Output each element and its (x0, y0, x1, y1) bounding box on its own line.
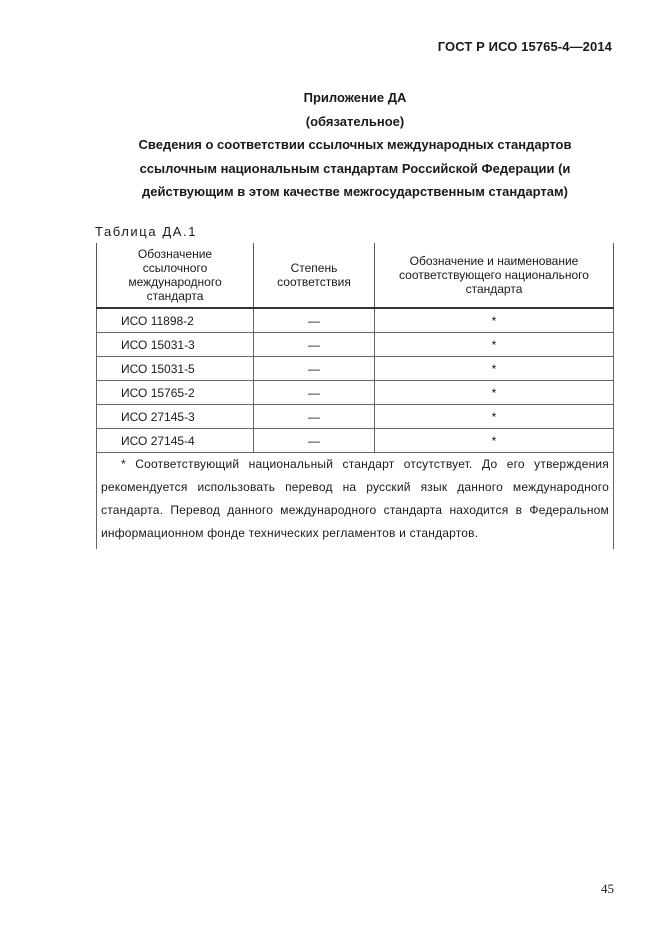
cell-degree: — (254, 333, 375, 357)
annex-status: (обязательное) (305, 113, 405, 129)
table-footnote (97, 453, 614, 550)
annex-heading-line-1: Сведения о соответствии ссылочных международных стандартов (138, 137, 572, 152)
page-number: 45 (601, 881, 614, 896)
table-caption: Таблица ДА.1 (95, 224, 198, 239)
table-row (97, 308, 614, 333)
cell-degree: — (254, 308, 375, 333)
cell-national: * (375, 405, 614, 429)
document-code: ГОСТ Р ИСО 15765-4—2014 (437, 39, 612, 54)
column-header-degree (254, 243, 375, 308)
cell-national: * (375, 357, 614, 381)
cell-degree: — (254, 357, 375, 381)
annex-heading-line-3: действующим в этом качестве межгосударственным стандартам) (142, 184, 568, 199)
annex-heading-line-2: ссылочным национальным стандартам Российской Федерации (и (139, 160, 571, 176)
column-header-national-text: Обозначение и наименование соответствующего национального стандарта (399, 254, 589, 296)
table-row (97, 429, 614, 453)
annex-heading-block (90, 86, 620, 204)
correspondence-table (96, 243, 614, 549)
cell-national: * (375, 429, 614, 453)
cell-national: * (375, 381, 614, 405)
table-row (97, 333, 614, 357)
table-row (97, 405, 614, 429)
cell-reference: ИСО 27145-4 (97, 429, 254, 453)
cell-reference: ИСО 15031-3 (97, 333, 254, 357)
cell-degree: — (254, 429, 375, 453)
annex-title: Приложение ДА (303, 90, 407, 105)
cell-reference: ИСО 11898-2 (97, 308, 254, 333)
column-header-national (375, 243, 614, 308)
table-footnote-text: * Соответствующий национальный стандарт отсутствует. До его утверждения рекомендуется использовать перевод на русский язык данного международного стандарта. Перевод данного международного стандарта находится в Федеральном информационном фонде технических регламентов и стандартов. (101, 457, 609, 540)
cell-degree: — (254, 381, 375, 405)
cell-reference: ИСО 27145-3 (97, 405, 254, 429)
cell-reference: ИСО 15031-5 (97, 357, 254, 381)
column-header-reference-text: Обозначение ссылочного международного стандарта (128, 247, 222, 303)
cell-national: * (375, 333, 614, 357)
cell-national: * (375, 308, 614, 333)
cell-degree: — (254, 405, 375, 429)
column-header-reference (97, 243, 254, 308)
column-header-degree-text: Степень соответствия (277, 261, 351, 289)
cell-reference: ИСО 15765-2 (97, 381, 254, 405)
table-row (97, 357, 614, 381)
table-row (97, 381, 614, 405)
